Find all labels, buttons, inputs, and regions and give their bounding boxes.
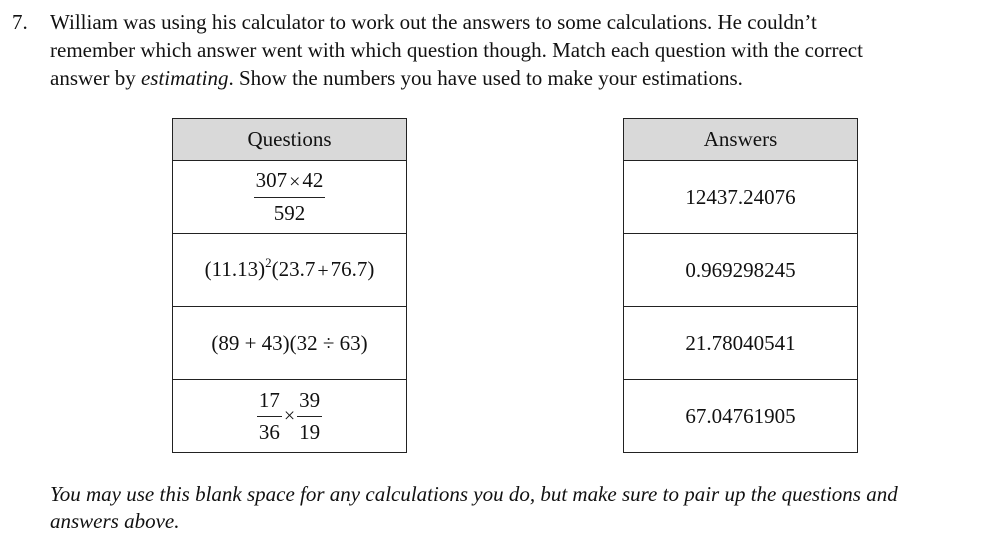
question-cell-3 (173, 307, 407, 380)
q4-times: × (283, 404, 296, 427)
prompt-line-3-start: answer by (50, 66, 141, 90)
question-4-fraction-a (257, 387, 282, 444)
footer-line-1: You may use this blank space for any calculations you do, but make sure to pair up the questions and (50, 482, 898, 506)
question-1-numerator (254, 167, 326, 198)
prompt-emphasis: estimating (140, 66, 229, 90)
prompt-line-1: William was using his calculator to work out the answers to some calculations. He couldn’t (50, 10, 817, 34)
q1-times: × (289, 171, 301, 194)
answers-header: Answers (624, 119, 858, 161)
question-4-fraction-b (297, 387, 322, 444)
q4-numerator-a: 17 (257, 390, 282, 417)
question-2-expression (205, 257, 375, 281)
answer-cell-3: 21.78040541 (624, 307, 858, 380)
question-prompt (50, 8, 960, 92)
answer-cell-1: 12437.24076 (624, 161, 858, 234)
q2-plus: + (317, 259, 329, 282)
q1-factor-b: 42 (302, 167, 324, 192)
q2-base: (11.13) (204, 257, 266, 282)
footer-line-2: answers above. (50, 509, 180, 533)
q2-term-b: 76.7) (330, 257, 375, 282)
prompt-line-3 (50, 64, 960, 92)
questions-header: Questions (173, 119, 407, 161)
q4-numerator-b: 39 (297, 390, 322, 417)
prompt-line-2: remember which answer went with which question though. Match each question with the correct (50, 38, 863, 62)
q4-denominator-b: 19 (299, 419, 321, 444)
instruction-footer (50, 481, 980, 535)
q2-term-a: (23.7 (271, 257, 316, 282)
question-3-expression: (89 + 43)(32 ÷ 63) (211, 330, 368, 355)
q4-denominator-a: 36 (258, 419, 280, 444)
answer-cell-4: 67.04761905 (624, 380, 858, 453)
answer-cell-2: 0.969298245 (624, 234, 858, 307)
questions-table (172, 118, 407, 453)
question-cell-1 (173, 161, 407, 234)
question-1-fraction (254, 167, 326, 226)
question-1-denominator: 592 (273, 201, 306, 226)
question-cell-2 (173, 234, 407, 307)
q1-factor-a: 307 (255, 167, 288, 192)
question-cell-4 (173, 380, 407, 453)
q2-exponent: 2 (265, 255, 272, 271)
question-number: 7. (12, 10, 28, 34)
answers-table (623, 118, 858, 453)
prompt-line-3-end: . Show the numbers you have used to make your estimations. (228, 66, 743, 90)
